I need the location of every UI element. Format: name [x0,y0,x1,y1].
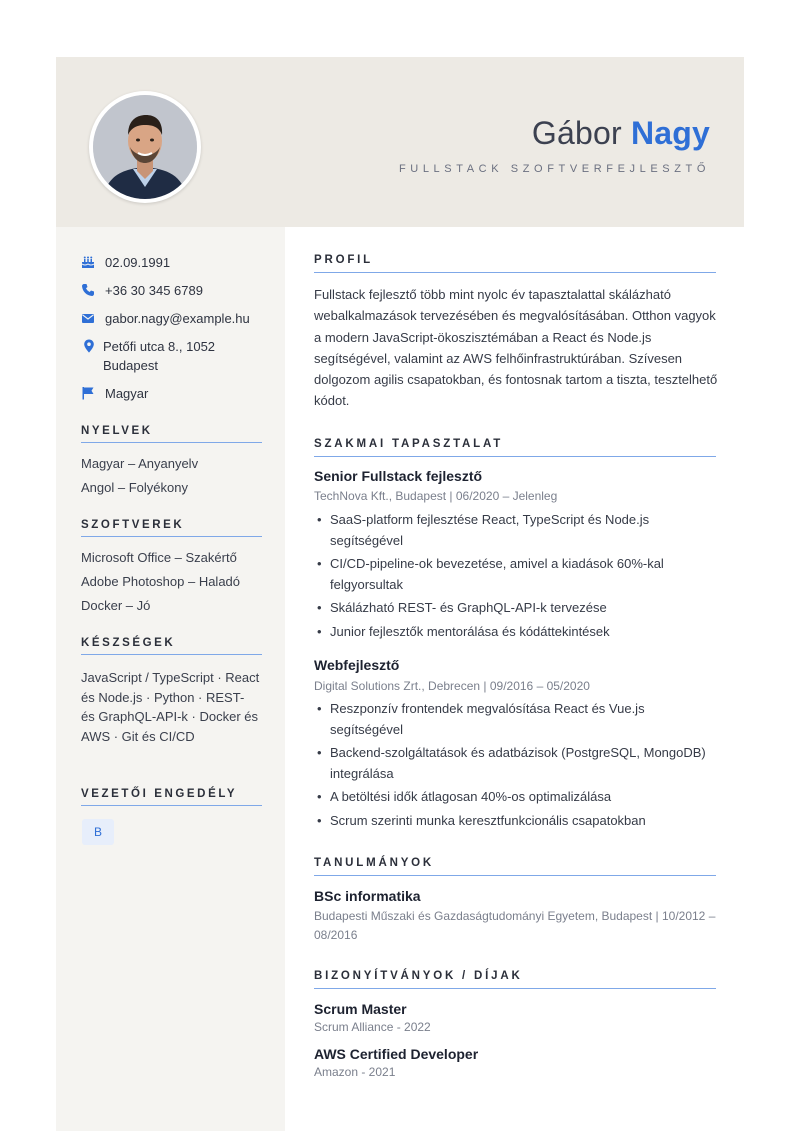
first-name: Gábor [531,115,622,151]
list-item: • Backend-szolgáltatások és adatbázisok (PostgreSQL, MongoDB) integrálása [314,743,719,784]
job-company: TechNova Kft., Budapest | 06/2020 – Jelenleg [314,489,558,503]
software-item: Microsoft Office – Szakértő [81,550,237,565]
job-title: FULLSTACK SZOFTVERFEJLESZTŐ [398,163,710,175]
list-item: • Scrum szerinti munka keresztfunkcionális csapatokban [314,811,719,832]
software-item: Docker – Jó [81,598,151,613]
phone-text: +36 30 345 6789 [105,283,203,298]
resume-page [56,57,744,1131]
nationality-text: Magyar [105,386,149,401]
certificates-heading: BIZONYÍTVÁNYOK / DÍJAK [314,970,716,989]
experience-heading: SZAKMAI TAPASZTALAT [314,438,716,457]
education-heading: TANULMÁNYOK [314,857,716,876]
last-name: Nagy [630,115,710,151]
language-item: Angol – Folyékony [81,480,188,495]
birthday-cake-icon [81,255,95,269]
sidebar [56,227,285,1131]
list-item: • Junior fejlesztők mentorálása és kódáttekintések [314,622,719,643]
certificate-title: AWS Certified Developer [314,1046,479,1062]
envelope-icon [81,311,95,325]
job-position: Webfejlesztő [314,657,400,673]
profile-heading: PROFIL [314,254,716,273]
skills-list: JavaScript / TypeScript · React és Node.js · Python · REST- és GraphQL-API-k · Docker és AWS · Git és CI/CD [81,670,260,744]
resume-header [56,57,744,227]
phone-icon [81,283,95,297]
profile-text: Fullstack fejlesztő több mint nyolc év tapasztalattal skálázható webalkalmazások tervezésében és megvalósításában. Otthon vagyok a modern JavaScript-ökoszisztémában a React és Node.js segítségével, valamint az AWS felhőinfrastruktúrában. Szívesen dolgozom agilis csapatokban, és fontosnak tartom a tiszta, tesztelhető kódot. [314,287,718,409]
job-bullets [314,699,719,834]
address-line2: Budapest [103,358,158,373]
education-institution: Budapesti Műszaki és Gazdaságtudományi Egyetem, Budapest | 10/2012 – 08/2016 [314,909,716,942]
job-position: Senior Fullstack fejlesztő [314,468,483,484]
full-name [532,115,710,152]
job-company: Digital Solutions Zrt., Debrecen | 09/2016 – 05/2020 [314,679,590,693]
certificate-title: Scrum Master [314,1001,407,1017]
portrait-image [93,95,197,199]
language-item: Magyar – Anyanyelv [81,456,199,471]
flag-icon [81,386,95,400]
certificate-issuer: Scrum Alliance - 2022 [314,1020,431,1034]
skills-heading: KÉSZSÉGEK [81,637,262,655]
list-item: • A betöltési idők átlagosan 40%-os optimalizálása [314,787,719,808]
list-item: • SaaS-platform fejlesztése React, TypeScript és Node.js segítségével [314,510,719,551]
list-item: • Skálázható REST- és GraphQL-API-k tervezése [314,598,719,619]
software-heading: SZOFTVEREK [81,519,262,537]
certificate-issuer: Amazon - 2021 [314,1065,396,1079]
software-item: Adobe Photoshop – Haladó [81,574,241,589]
list-item: • Reszponzív frontendek megvalósítása React és Vue.js segítségével [314,699,719,740]
education-degree: BSc informatika [314,888,421,904]
license-heading: VEZETŐI ENGEDÉLY [81,788,262,806]
address-line1: Petőfi utca 8., 1052 [103,339,216,354]
languages-heading: NYELVEK [81,425,262,443]
list-item: • CI/CD-pipeline-ok bevezetése, amivel a kiadások 60%-kal felgyorsultak [314,554,719,595]
location-pin-icon [82,339,96,353]
license-badge: B [82,819,114,845]
birthdate-text: 02.09.1991 [105,255,171,270]
email-text: gabor.nagy@example.hu [105,311,250,326]
profile-photo [89,91,201,203]
main-content [285,227,744,1131]
job-bullets [314,510,719,645]
